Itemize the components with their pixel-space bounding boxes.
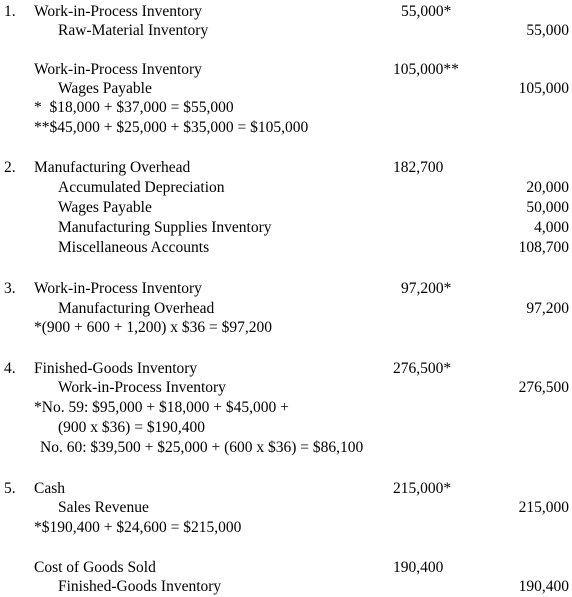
debit-amount: 55,000* bbox=[401, 3, 452, 20]
credit-account: Wages Payable bbox=[58, 80, 152, 97]
credit-amount: 276,500 bbox=[518, 379, 569, 396]
credit-account: Miscellaneous Accounts bbox=[58, 239, 210, 256]
credit-account: Manufacturing Overhead bbox=[58, 300, 215, 317]
debit-account: Work-in-Process Inventory bbox=[34, 61, 202, 78]
credit-amount: 4,000 bbox=[534, 219, 569, 236]
debit-account: Work-in-Process Inventory bbox=[34, 3, 202, 20]
footnote: *$190,400 + $24,600 = $215,000 bbox=[34, 519, 242, 536]
credit-amount: 97,200 bbox=[526, 300, 569, 317]
footnote: *No. 59: $95,000 + $18,000 + $45,000 + bbox=[34, 399, 289, 416]
entry-number: 4. bbox=[4, 360, 16, 377]
credit-amount: 20,000 bbox=[526, 179, 569, 196]
debit-amount: 182,700 bbox=[393, 159, 444, 176]
credit-account: Sales Revenue bbox=[58, 499, 149, 516]
debit-amount: 190,400 bbox=[393, 559, 444, 576]
footnote: *(900 + 600 + 1,200) x $36 = $97,200 bbox=[34, 319, 273, 336]
debit-account: Cost of Goods Sold bbox=[34, 559, 156, 576]
credit-amount: 55,000 bbox=[526, 22, 569, 39]
debit-account: Manufacturing Overhead bbox=[34, 159, 191, 176]
credit-account: Accumulated Depreciation bbox=[58, 179, 225, 196]
credit-amount: 105,000 bbox=[518, 80, 569, 97]
credit-amount: 215,000 bbox=[518, 499, 569, 516]
entry-number: 1. bbox=[4, 3, 16, 20]
footnote: * $18,000 + $37,000 = $55,000 bbox=[34, 99, 234, 116]
debit-amount: 105,000** bbox=[393, 61, 459, 78]
debit-amount: 276,500* bbox=[393, 360, 452, 377]
debit-account: Cash bbox=[34, 480, 65, 497]
credit-amount: 190,400 bbox=[518, 578, 569, 595]
debit-account: Work-in-Process Inventory bbox=[34, 280, 202, 297]
entry-number: 2. bbox=[4, 159, 16, 176]
footnote: (900 x $36) = $190,400 bbox=[58, 419, 205, 436]
credit-amount: 108,700 bbox=[518, 239, 569, 256]
debit-account: Finished-Goods Inventory bbox=[34, 360, 198, 377]
debit-amount: 97,200* bbox=[401, 280, 452, 297]
entry-number: 5. bbox=[4, 480, 16, 497]
entry-number: 3. bbox=[4, 280, 16, 297]
credit-account: Work-in-Process Inventory bbox=[58, 379, 226, 396]
credit-account: Raw-Material Inventory bbox=[58, 22, 209, 39]
footnote: **$45,000 + $25,000 + $35,000 = $105,000 bbox=[34, 119, 309, 136]
credit-amount: 50,000 bbox=[526, 199, 569, 216]
credit-account: Manufacturing Supplies Inventory bbox=[58, 219, 272, 236]
credit-account: Wages Payable bbox=[58, 199, 152, 216]
credit-account: Finished-Goods Inventory bbox=[58, 578, 222, 595]
debit-amount: 215,000* bbox=[393, 480, 452, 497]
footnote: No. 60: $39,500 + $25,000 + (600 x $36) = $86,100 bbox=[40, 439, 364, 456]
